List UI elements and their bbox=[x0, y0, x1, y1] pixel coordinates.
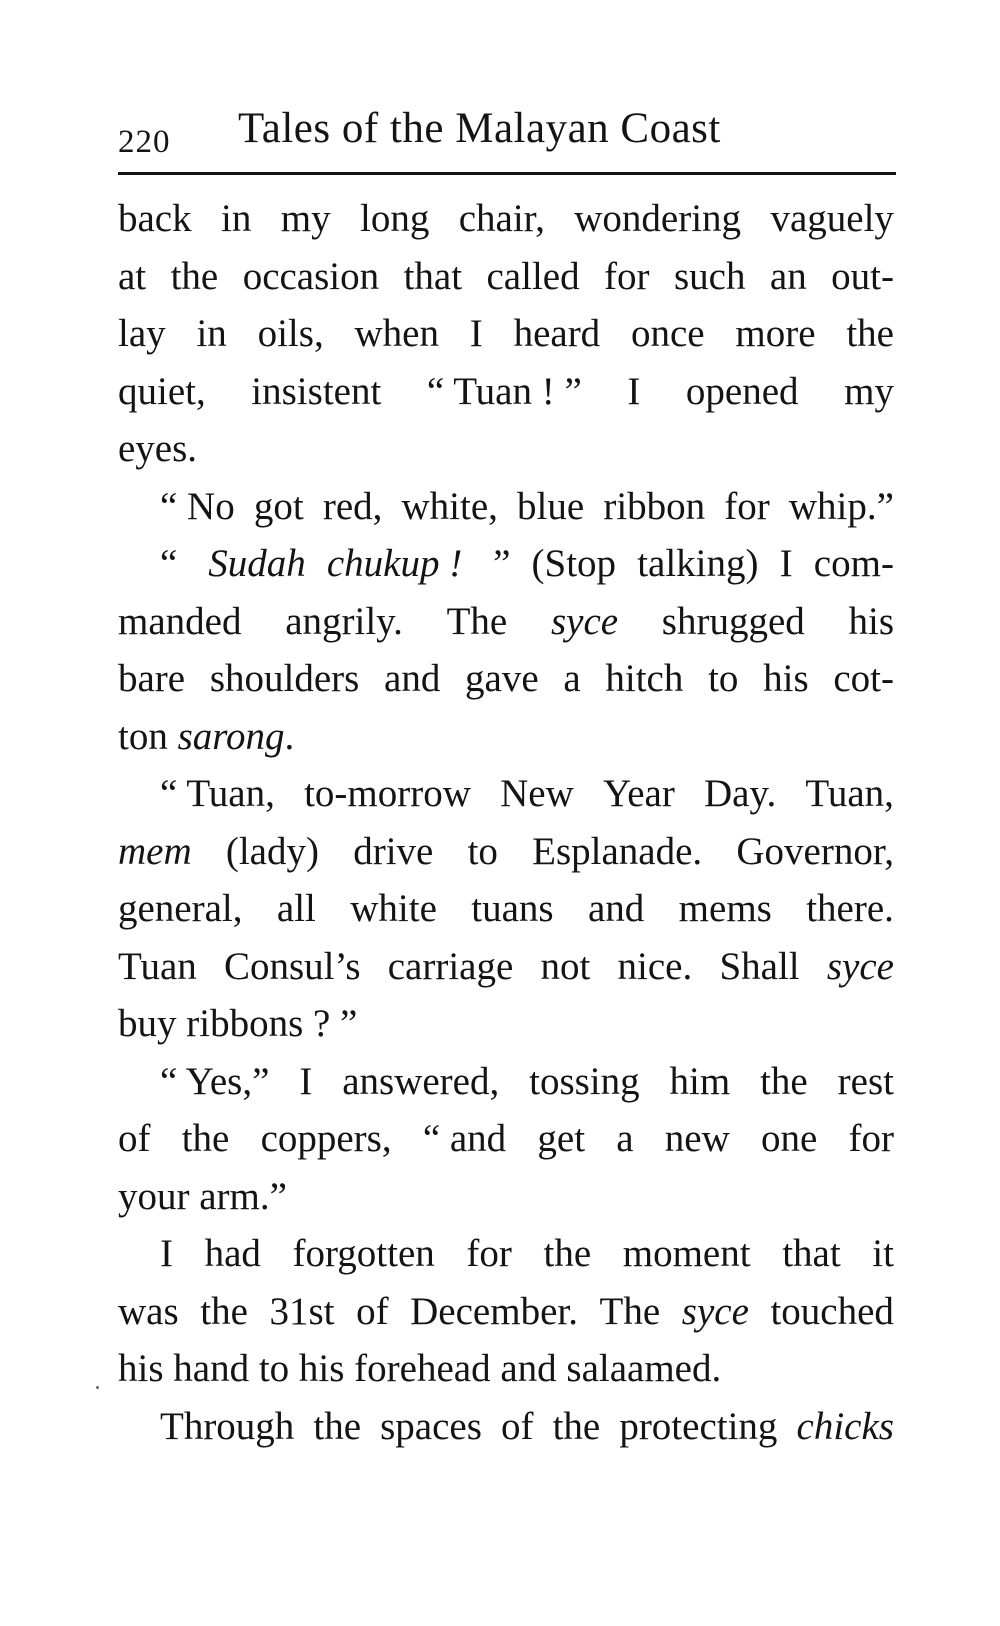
word: vaguely bbox=[770, 197, 894, 240]
word: for bbox=[604, 254, 650, 298]
word: shoulders bbox=[209, 657, 360, 700]
text-line bbox=[118, 535, 894, 593]
word: at bbox=[118, 254, 147, 298]
word: the bbox=[760, 1059, 808, 1103]
word: New bbox=[500, 772, 574, 815]
word: and bbox=[384, 657, 441, 700]
word: hitch bbox=[605, 657, 684, 700]
word: quiet, bbox=[118, 369, 206, 413]
word: that bbox=[403, 254, 463, 298]
word: wondering bbox=[574, 197, 742, 240]
word: an bbox=[769, 254, 807, 298]
word: the bbox=[170, 254, 219, 298]
word: gave bbox=[465, 657, 539, 700]
italic-word: mem bbox=[118, 829, 192, 873]
word: for bbox=[724, 484, 770, 528]
word: of bbox=[501, 1404, 534, 1448]
word: drive bbox=[353, 829, 434, 873]
word: that bbox=[782, 1232, 841, 1275]
word: “ and bbox=[422, 1117, 507, 1160]
text-line bbox=[118, 995, 894, 1053]
word: for bbox=[848, 1117, 894, 1160]
word: more bbox=[735, 312, 816, 355]
italic-word: sarong bbox=[177, 714, 285, 758]
word: com- bbox=[813, 542, 894, 585]
word: once bbox=[630, 312, 705, 355]
text-line bbox=[118, 1340, 894, 1398]
word: I bbox=[160, 1232, 173, 1275]
word: The bbox=[446, 599, 508, 643]
word: one bbox=[760, 1117, 818, 1160]
word: Year bbox=[602, 772, 675, 815]
text-line bbox=[118, 1110, 894, 1168]
word: to-morrow bbox=[304, 772, 471, 815]
word: “ No bbox=[160, 484, 235, 528]
word: “ Tuan ! ” bbox=[426, 369, 582, 413]
word: Through bbox=[160, 1404, 295, 1448]
word: bare bbox=[118, 657, 186, 700]
word: new bbox=[664, 1117, 730, 1160]
word: forgotten bbox=[292, 1232, 435, 1275]
word: “ Tuan, bbox=[160, 772, 275, 815]
word: coppers, bbox=[260, 1117, 392, 1160]
word: Esplanade. bbox=[532, 829, 703, 873]
word: protecting bbox=[619, 1404, 778, 1448]
word: eyes. bbox=[118, 427, 198, 470]
word: general, bbox=[118, 887, 243, 930]
word: blue bbox=[517, 484, 585, 528]
text-line bbox=[118, 938, 894, 996]
word: opened bbox=[685, 369, 799, 413]
word: all bbox=[276, 887, 316, 930]
italic-word: syce bbox=[826, 944, 894, 988]
word: the bbox=[846, 312, 894, 355]
word: nice. bbox=[617, 944, 693, 988]
text-line bbox=[118, 1053, 894, 1111]
text-line bbox=[118, 190, 894, 248]
word: him bbox=[669, 1059, 731, 1103]
word: ” bbox=[493, 542, 511, 585]
text-line bbox=[118, 1168, 894, 1226]
word: white bbox=[350, 887, 437, 930]
word: Governor, bbox=[736, 829, 894, 873]
word: whip.” bbox=[788, 484, 894, 528]
word: cot- bbox=[833, 657, 894, 700]
italic-word: Sudah bbox=[208, 542, 306, 585]
word: in bbox=[196, 312, 227, 355]
word: December. bbox=[410, 1289, 578, 1333]
word: his hand to his forehead and salaamed. bbox=[118, 1347, 722, 1390]
word: “ bbox=[160, 542, 188, 585]
word: of bbox=[118, 1117, 151, 1160]
word: Consul’s bbox=[223, 944, 361, 988]
text-line bbox=[118, 593, 894, 651]
word: I bbox=[627, 369, 641, 413]
word: (Stop bbox=[531, 542, 617, 585]
word: called bbox=[486, 254, 580, 298]
word: . bbox=[284, 714, 295, 758]
header-rule bbox=[118, 172, 896, 175]
body-text bbox=[118, 190, 894, 1455]
word: Tuan bbox=[118, 944, 197, 988]
word: buy ribbons ? ” bbox=[118, 1002, 358, 1045]
word: manded bbox=[118, 599, 242, 643]
word: back bbox=[118, 197, 192, 240]
word: a bbox=[616, 1117, 634, 1160]
word: heard bbox=[513, 312, 601, 355]
word: I bbox=[779, 542, 793, 585]
word: in bbox=[221, 197, 252, 240]
italic-word: chicks bbox=[796, 1404, 894, 1448]
word: out- bbox=[831, 254, 894, 298]
page-number: 220 bbox=[118, 124, 171, 160]
word: I bbox=[299, 1059, 313, 1103]
word: the bbox=[552, 1404, 601, 1448]
word: got bbox=[253, 484, 304, 528]
word: the bbox=[543, 1232, 592, 1275]
text-line bbox=[118, 765, 894, 823]
running-title: Tales of the Malayan Coast bbox=[238, 105, 721, 152]
word: insistent bbox=[251, 369, 382, 413]
word: to bbox=[467, 829, 498, 873]
word: the bbox=[313, 1404, 362, 1448]
italic-word: chukup ! bbox=[326, 542, 472, 585]
text-line bbox=[118, 305, 894, 363]
word: his bbox=[763, 657, 809, 700]
word: “ Yes,” bbox=[160, 1059, 270, 1103]
text-line bbox=[118, 248, 894, 306]
word: had bbox=[204, 1232, 261, 1275]
word: there. bbox=[806, 887, 894, 930]
word: Shall bbox=[719, 944, 800, 988]
word: spaces bbox=[380, 1404, 482, 1448]
word: when bbox=[354, 312, 439, 355]
word: oils, bbox=[257, 312, 324, 355]
word: to bbox=[708, 657, 739, 700]
word: (lady) bbox=[225, 829, 319, 873]
word: ton bbox=[118, 714, 178, 758]
word: was bbox=[118, 1289, 179, 1333]
italic-word: syce bbox=[681, 1289, 749, 1333]
word: my bbox=[280, 197, 331, 240]
word: The bbox=[599, 1289, 661, 1333]
word: his bbox=[848, 599, 894, 643]
text-line bbox=[118, 420, 894, 478]
word: of bbox=[356, 1289, 389, 1333]
word: and bbox=[587, 887, 645, 930]
word: mems bbox=[678, 887, 772, 930]
word: such bbox=[673, 254, 746, 298]
word: white, bbox=[401, 484, 498, 528]
word: it bbox=[872, 1232, 894, 1275]
word: shrugged bbox=[661, 599, 805, 643]
word: red, bbox=[322, 484, 383, 528]
italic-word: syce bbox=[550, 599, 619, 643]
word: answered, bbox=[342, 1059, 500, 1103]
running-header bbox=[118, 104, 894, 160]
word: tuans bbox=[471, 887, 554, 930]
word: carriage bbox=[387, 944, 514, 988]
text-line bbox=[118, 708, 894, 766]
word: talking) bbox=[637, 542, 759, 585]
word: the bbox=[200, 1289, 248, 1333]
word: moment bbox=[622, 1232, 751, 1275]
word: my bbox=[844, 369, 894, 413]
word: not bbox=[540, 944, 591, 988]
word: angrily. bbox=[285, 599, 403, 643]
text-line bbox=[118, 478, 894, 536]
text-line bbox=[118, 1398, 894, 1456]
word: for bbox=[466, 1232, 512, 1275]
text-line bbox=[118, 1225, 894, 1283]
word: I bbox=[469, 312, 483, 355]
word: chair, bbox=[458, 197, 545, 240]
word: tossing bbox=[529, 1059, 640, 1103]
word: 31st bbox=[269, 1289, 335, 1333]
word: lay bbox=[118, 312, 166, 355]
text-line bbox=[118, 880, 894, 938]
word: Tuan, bbox=[805, 772, 894, 815]
word: your arm.” bbox=[118, 1174, 287, 1218]
word: rest bbox=[837, 1059, 894, 1103]
text-line bbox=[118, 1283, 894, 1341]
text-line bbox=[118, 823, 894, 881]
print-speck bbox=[96, 1386, 99, 1389]
text-line bbox=[118, 363, 894, 421]
word: ribbon bbox=[603, 484, 706, 528]
word: a bbox=[563, 657, 581, 700]
word: long bbox=[359, 197, 430, 240]
word: occasion bbox=[242, 254, 380, 298]
word: the bbox=[181, 1117, 230, 1160]
word: Day. bbox=[704, 772, 777, 815]
word: touched bbox=[770, 1289, 894, 1333]
text-line bbox=[118, 650, 894, 708]
word: get bbox=[537, 1117, 586, 1160]
